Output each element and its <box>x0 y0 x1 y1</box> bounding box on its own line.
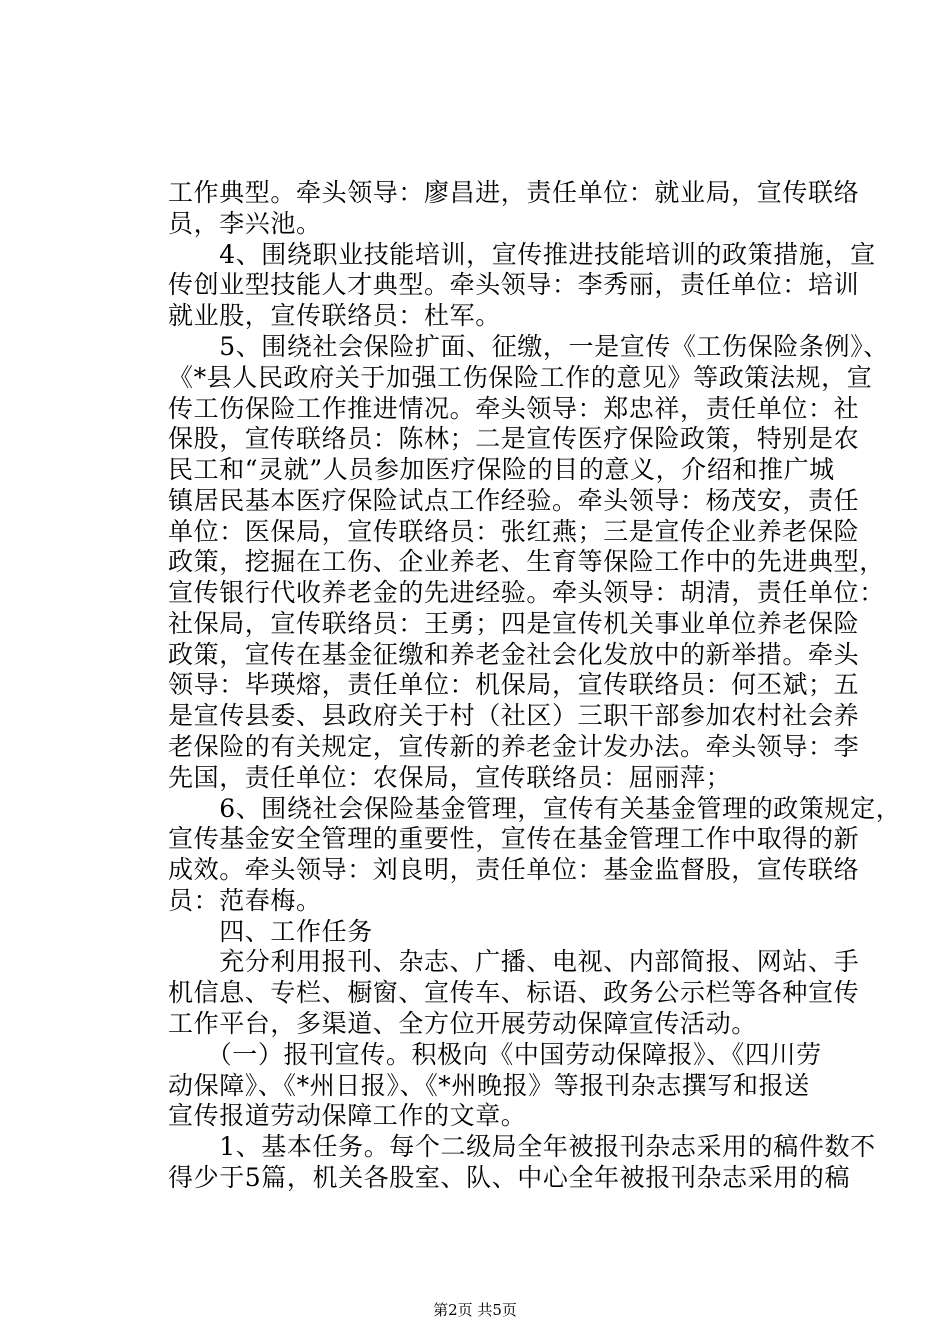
text-line: 员：范春梅。 <box>168 886 322 915</box>
text-line: 就业股，宣传联络员：杜军。 <box>168 301 501 330</box>
text-line: 保股，宣传联络员：陈林；二是宣传医疗保险政策，特别是农 <box>168 424 860 453</box>
text-line: 员，李兴池。 <box>168 209 322 238</box>
text-line: 机信息、专栏、橱窗、宣传车、标语、政务公示栏等各种宣传 <box>168 978 860 1007</box>
text-line: 《*县人民政府关于加强工伤保险工作的意见》等政策法规，宣 <box>168 363 873 392</box>
text-line: （一）报刊宣传。积极向《中国劳动保障报》、《四川劳 <box>168 1040 822 1069</box>
text-line: 传工伤保险工作推进情况。牵头领导：郑忠祥，责任单位：社 <box>168 394 860 423</box>
text-line: 民工和“灵就”人员参加医疗保险的目的意义，介绍和推广城 <box>168 455 835 484</box>
text-line: 政策，挖掘在工伤、企业养老、生育等保险工作中的先进典型， <box>168 547 885 576</box>
text-line: 5、围绕社会保险扩面、征缴，一是宣传《工伤保险条例》、 <box>168 332 889 361</box>
text-line: 先国，责任单位：农保局，宣传联络员：屈丽萍； <box>168 763 732 792</box>
text-line: 得少于5篇，机关各股室、队、中心全年被报刊杂志采用的稿 <box>168 1163 851 1192</box>
text-line: 社保局，宣传联络员：王勇；四是宣传机关事业单位养老保险 <box>168 609 860 638</box>
text-line: 政策，宣传在基金征缴和养老金社会化发放中的新举措。牵头 <box>168 640 860 669</box>
text-line: 成效。牵头领导：刘良明，责任单位：基金监督股，宣传联络 <box>168 855 860 884</box>
text-line: 工作平台，多渠道、全方位开展劳动保障宣传活动。 <box>168 1009 757 1038</box>
text-line: 6、围绕社会保险基金管理，宣传有关基金管理的政策规定， <box>168 794 902 823</box>
text-line: 是宣传县委、县政府关于村（社区）三职干部参加农村社会养 <box>168 701 860 730</box>
text-line: 动保障》、《*州日报》、《*州晚报》等报刊杂志撰写和报送 <box>168 1071 810 1100</box>
text-line: 宣传基金安全管理的重要性，宣传在基金管理工作中取得的新 <box>168 824 860 853</box>
text-line: 镇居民基本医疗保险试点工作经验。牵头领导：杨茂安，责任 <box>168 486 860 515</box>
text-line: 领导：毕瑛熔，责任单位：机保局，宣传联络员：何丕斌；五 <box>168 670 860 699</box>
page-number-footer: 第2页 共5页 <box>433 1301 517 1319</box>
text-line: 宣传银行代收养老金的先进经验。牵头领导：胡清，责任单位： <box>168 578 885 607</box>
text-line: 充分利用报刊、杂志、广播、电视、内部简报、网站、手 <box>168 947 860 976</box>
text-line: 老保险的有关规定，宣传新的养老金计发办法。牵头领导：李 <box>168 732 860 761</box>
text-line: 1、基本任务。每个二级局全年被报刊杂志采用的稿件数不 <box>168 1132 876 1161</box>
text-line: 单位：医保局，宣传联络员：张红燕；三是宣传企业养老保险 <box>168 517 860 546</box>
section-heading: 四、工作任务 <box>168 917 373 946</box>
text-line: 宣传报道劳动保障工作的文章。 <box>168 1101 527 1130</box>
text-line: 工作典型。牵头领导：廖昌进，责任单位：就业局，宣传联络 <box>168 178 860 207</box>
text-line: 4、围绕职业技能培训，宣传推进技能培训的政策措施，宣 <box>168 240 876 269</box>
text-line: 传创业型技能人才典型。牵头领导：李秀丽，责任单位：培训 <box>168 270 860 299</box>
